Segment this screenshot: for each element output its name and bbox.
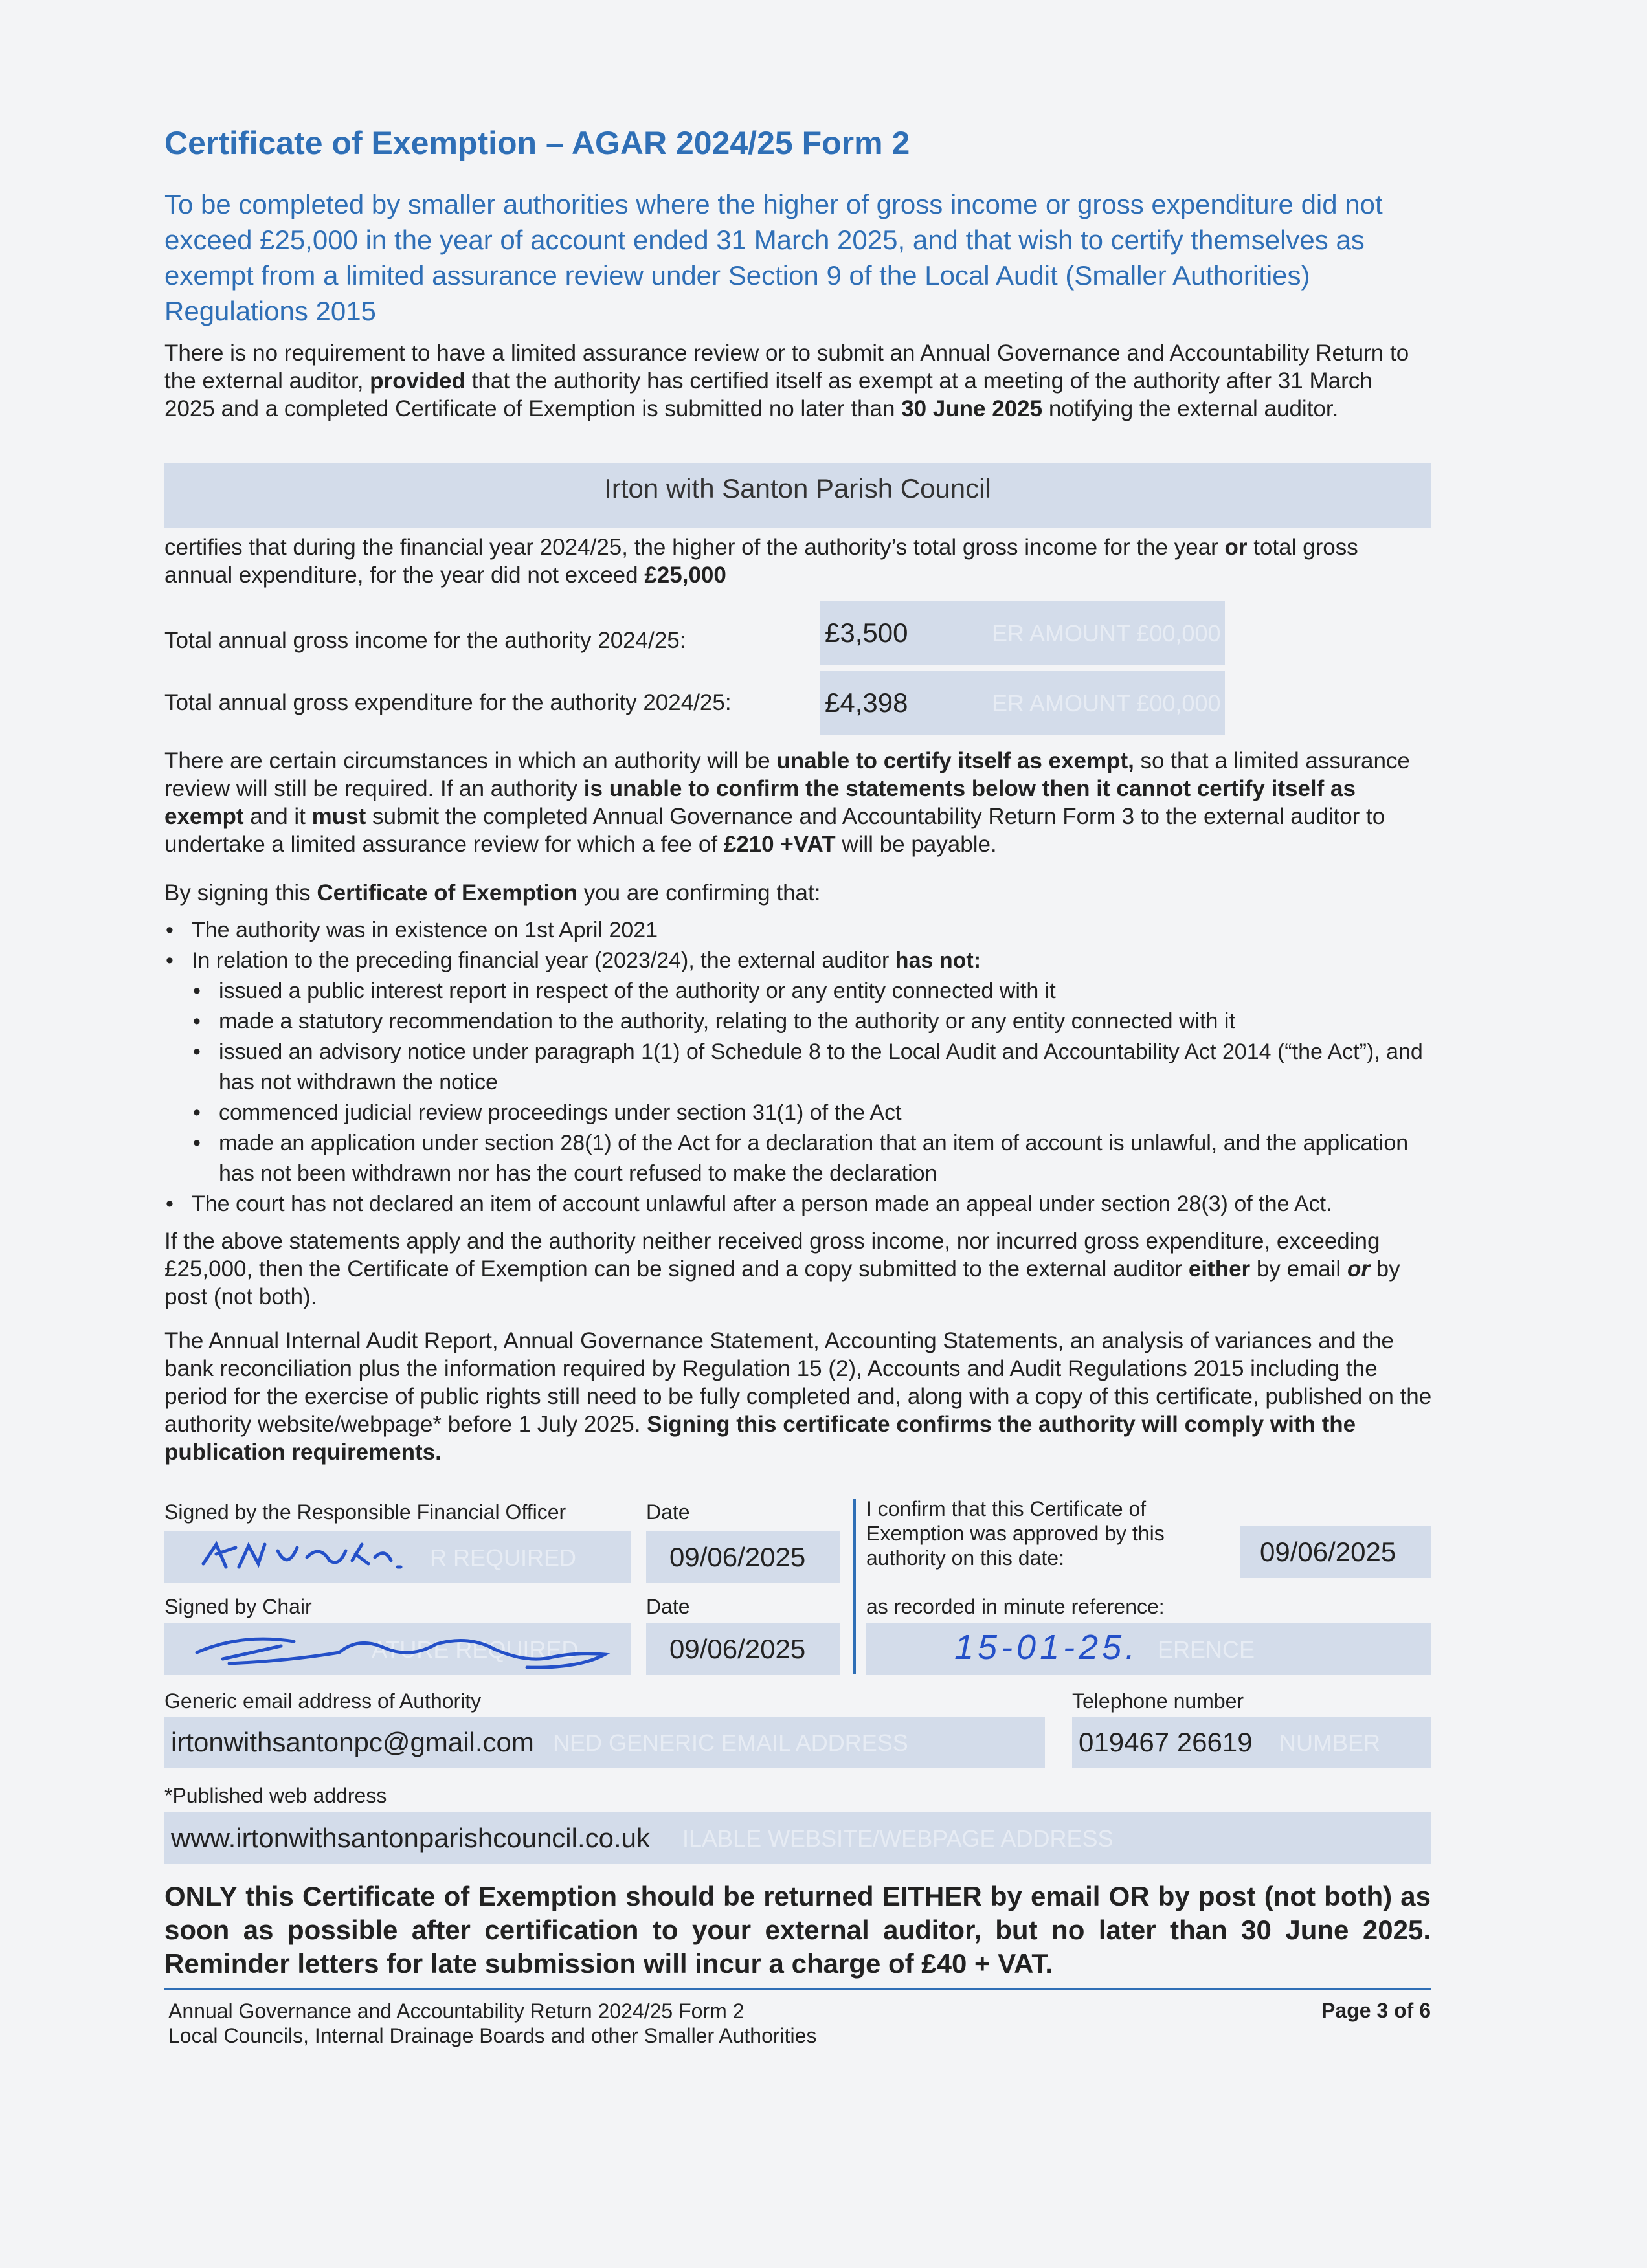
minute-reference-label: as recorded in minute reference: — [866, 1595, 1165, 1618]
expenditure-placeholder: ER AMOUNT £00,000 — [992, 690, 1221, 717]
rfo-date: 09/06/2025 — [669, 1542, 806, 1572]
phone-field[interactable] — [1072, 1717, 1431, 1768]
footer-line-2: Local Councils, Internal Drainage Boards and other Smaller Authorities — [168, 2024, 817, 2047]
chair-date: 09/06/2025 — [669, 1634, 806, 1664]
authority-name: Irton with Santon Parish Council — [604, 473, 991, 504]
web-address-value: www.irtonwithsantonparishcouncil.co.uk — [171, 1823, 651, 1853]
rfo-date-label: Date — [646, 1500, 690, 1524]
page-subtitle: To be completed by smaller authorities where the higher of gross income or gross expenditure did not exceed £25,000 in the year of account ended 31 March 2025, and that wish to certify themselves as exempt from a limited assurance review under Section 9 of the Local Audit (Smaller Authorities) Regulations 2015 — [164, 189, 1383, 326]
rfo-date-field[interactable] — [646, 1531, 840, 1583]
minute-reference-placeholder: ERENCE — [1158, 1636, 1255, 1663]
rfo-signature-placeholder: R REQUIRED — [430, 1544, 577, 1571]
chair-date-field[interactable] — [646, 1623, 840, 1675]
closing-notice: ONLY this Certificate of Exemption should be returned EITHER by email OR by post (not both) as soon as possible after certification to your external auditor, but no later than 30 June 2025. Reminder letters for late submission will incur a charge of £40 + VAT. — [164, 1881, 1431, 1979]
income-placeholder: ER AMOUNT £00,000 — [992, 620, 1221, 647]
list-item: • The court has not declared an item of account unlawful after a person made an appeal under section 28(3) of the Act. — [164, 1189, 1433, 1219]
approval-date: 09/06/2025 — [1260, 1537, 1396, 1567]
page-title: Certificate of Exemption – AGAR 2024/25 Form 2 — [164, 125, 910, 161]
web-address-label: *Published web address — [164, 1784, 387, 1807]
email-field[interactable] — [164, 1717, 1045, 1768]
list-item: • The authority was in existence on 1st April 2021 — [164, 915, 1433, 946]
publication-paragraph: The Annual Internal Audit Report, Annual Governance Statement, Accounting Statements, an analysis of variances and the bank reconciliation plus the information required by Regulation 15 (2), Accounts and Audit Regulations 2015 including the period for the exercise of public rights still need to be fully completed and, along with a copy of this certificate, published on the authority website/webpage* before 1 July 2025. Signing this certificate confirms the authority will comply with the publication requirements. — [164, 1328, 1432, 1465]
rfo-signature-label: Signed by the Responsible Financial Officer — [164, 1500, 566, 1524]
expenditure-value: £4,398 — [825, 687, 908, 718]
list-item: • In relation to the preceding financial year (2023/24), the external auditor has not: — [164, 946, 1433, 976]
rfo-signature-icon — [190, 1531, 631, 1583]
certifies-paragraph: certifies that during the financial year 2024/25, the higher of the authority’s total gross income for the year or total gross annual expenditure, for the year did not exceed £25,000 — [164, 535, 1358, 588]
income-label: Total annual gross income for the authority 2024/25: — [164, 628, 686, 653]
intro-paragraph: There is no requirement to have a limited assurance review or to submit an Annual Governance and Accountability Return to the external auditor, provided that the authority has certified itself as exempt at a meeting of the authority after 31 March 2025 and a completed Certificate of Exemption is submitted no later than 30 June 2025 notifying the external auditor. — [164, 340, 1409, 421]
chair-signature-field[interactable] — [164, 1623, 631, 1675]
income-field[interactable] — [820, 601, 1225, 665]
circumstances-paragraph: There are certain circumstances in which an authority will be unable to certify itself as exempt, so that a limited assurance review will still be required. If an authority is unable to confirm the statements below then it cannot certify itself as exempt and it must submit the completed Annual Governance and Accountability Return Form 3 to the external auditor to undertake a limited assurance review for which a fee of £210 +VAT will be payable. — [164, 748, 1410, 857]
signing-intro: By signing this Certificate of Exemption you are confirming that: — [164, 880, 821, 906]
chair-signature-icon — [190, 1623, 631, 1675]
phone-placeholder: NUMBER — [1279, 1729, 1381, 1756]
chair-date-label: Date — [646, 1595, 690, 1618]
authority-name-field[interactable] — [164, 463, 1431, 528]
list-item: • made an application under section 28(1) of the Act for a declaration that an item of account is unlawful, and the application has not been withdrawn nor has the court refused to make the declaration — [164, 1128, 1433, 1189]
confirmation-list — [164, 915, 1433, 1219]
phone-label: Telephone number — [1072, 1689, 1244, 1713]
page-number: Page 3 of 6 — [1321, 1999, 1431, 2022]
email-value: irtonwithsantonpc@gmail.com — [171, 1727, 534, 1757]
statements-paragraph: If the above statements apply and the authority neither received gross income, nor incurred gross expenditure, exceeding £25,000, then the Certificate of Exemption can be signed and a copy submitted to the external auditor either by email or by post (not both). — [164, 1228, 1400, 1309]
minute-reference: 15-01-25. — [954, 1628, 1139, 1667]
list-item: • made a statutory recommendation to the authority, relating to the authority or any entity connected with it — [164, 1006, 1433, 1037]
expenditure-field[interactable] — [820, 671, 1225, 735]
web-address-placeholder: ILABLE WEBSITE/WEBPAGE ADDRESS — [682, 1825, 1114, 1852]
rfo-signature-field[interactable] — [164, 1531, 631, 1583]
section-divider — [853, 1499, 856, 1674]
chair-signature-label: Signed by Chair — [164, 1595, 312, 1618]
expenditure-label: Total annual gross expenditure for the authority 2024/25: — [164, 690, 732, 715]
footer-left — [168, 1999, 816, 2048]
web-address-field[interactable] — [164, 1812, 1431, 1864]
income-value: £3,500 — [825, 617, 908, 648]
list-item: • issued an advisory notice under paragraph 1(1) of Schedule 8 to the Local Audit and Accountability Act 2014 (“the Act”), and has not withdrawn the notice — [164, 1037, 1433, 1098]
footer-line-1: Annual Governance and Accountability Return 2024/25 Form 2 — [168, 1999, 745, 2023]
confirm-label: I confirm that this Certificate of Exemption was approved by this authority on this date: — [866, 1497, 1165, 1570]
minute-reference-field[interactable] — [866, 1623, 1431, 1675]
list-item: • issued a public interest report in respect of the authority or any entity connected with it — [164, 976, 1433, 1006]
publication-requirement: Signing this certificate confirms the authority will comply with the publication requirements. — [164, 1412, 1356, 1465]
phone-value: 019467 26619 — [1079, 1727, 1253, 1757]
chair-signature-placeholder: ATURE REQUIRED — [372, 1636, 579, 1663]
email-label: Generic email address of Authority — [164, 1689, 482, 1713]
email-placeholder: NED GENERIC EMAIL ADDRESS — [553, 1729, 908, 1756]
footer-divider — [164, 1988, 1431, 1990]
list-item: • commenced judicial review proceedings under section 31(1) of the Act — [164, 1098, 1433, 1128]
approval-date-field[interactable] — [1240, 1526, 1431, 1578]
